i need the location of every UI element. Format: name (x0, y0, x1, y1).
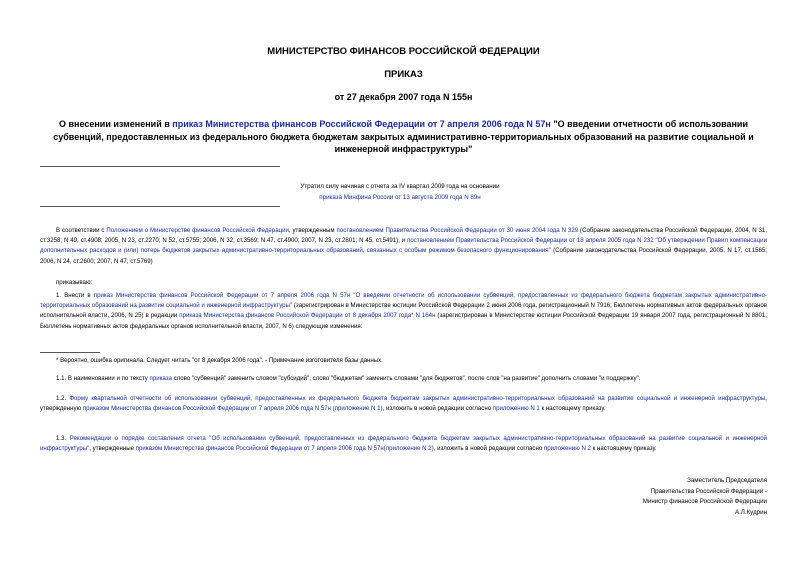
doc-type-heading: ПРИКАЗ (384, 69, 423, 80)
signature-line: Заместитель Председателя (687, 477, 767, 484)
item-1-1-text: слово "субвенций" заменить словом "субсидий", слово "бюджетам" заменить словами "для бюджетов", после слов "на развитие" дополнить словами "и поддержку". (171, 375, 641, 382)
item-1-2-text: 1.2. (56, 395, 70, 402)
government-resolution-232-link[interactable]: постановлением Правительства Российской Федерации от 18 апреля 2005 года N 232 "Об утверждении Правил компенсации дополнительных расходов и (или) потерь бюджетов закрытых административно-территориальных образований, связанных с особым режимом безопасного функционирования" (40, 237, 767, 255)
repeal-notice (240, 181, 560, 203)
appendix-2-link[interactable]: приложению N 2 (543, 445, 591, 453)
item-1-2-text: , утвержденную (40, 395, 767, 413)
title-prefix: О внесении изменений в (58, 119, 173, 129)
order-57n-appendix-2-link[interactable]: приказом Министерства финансов Российской Федерации от 7 апреля 2006 года N 57н(приложение N 2) (135, 445, 434, 453)
footnote-divider (40, 352, 100, 353)
preamble-text: (Собрание законодательства Российской Федерации, 2005, N 17, ст.1565; 2006, N 24, ст.2600; 2007, N 47, ст.5769) (40, 247, 767, 265)
signatory-name: А.Л.Кудрин (734, 508, 767, 516)
preamble-text: , утвержденным (288, 227, 337, 234)
divider (40, 206, 280, 207)
government-resolution-329-link[interactable]: постановлением Правительства Российской Федерации от 30 июня 2004 года N 329 (336, 227, 579, 234)
item-1-2-paragraph (40, 394, 767, 414)
item-1-1-paragraph (40, 374, 767, 384)
item-1-3-text: к настоящему приказу. (590, 445, 657, 453)
item-1-3-text: , утвержденные (89, 445, 136, 453)
item-1-3-text: 1.3. (56, 435, 70, 442)
signature-line: Правительства Российской Федерации - (650, 487, 767, 495)
preamble-text: В соответствии с (56, 227, 107, 234)
signature-line: Министр финансов Российской Федерации (642, 498, 767, 506)
repeal-notice-text: Утратил силу начиная с отчета за IV квартал 2009 года на основании (300, 183, 500, 190)
ministry-regulation-link[interactable]: Положением о Министерстве финансов Российской Федерации (106, 227, 289, 234)
order-57n-link[interactable]: приказ Министерства финансов Российской Федерации от 7 апреля 2006 года N 57н "О введении отчетности об использовании субвенций, предоставленных из федерального бюджета бюджетам закрытых административно-территориальных образований на развитие социальной и инженерной инфраструктуры" (40, 292, 767, 310)
appendix-1-link[interactable]: приложению N 1 (492, 405, 540, 413)
divider (40, 166, 280, 167)
signature-block (643, 476, 767, 518)
item-1-2-text: к настоящему приказу. (539, 405, 606, 413)
order-link[interactable]: приказа (149, 375, 172, 382)
report-form-link[interactable]: Форму квартальной отчетности об использовании субвенций, предоставленных из федерального бюджета бюджетам закрытых административно-территориальных образований на развитие социальной и инженерной инфраструктуры (69, 395, 766, 402)
order-word: приказываю: (56, 279, 93, 286)
recommendations-link[interactable]: Рекомендации о порядке составления отчета "Об использовании субвенций, предоставленных из федерального бюджета бюджетам закрытых административно-территориальных образований на развитие социальной и инженерной инфраструктуры" (40, 435, 768, 453)
item-1-3-text: , изложить в новой редакции согласно (433, 445, 544, 453)
item-1-text: (зарегистрирован в Министерстве юстиции Российской Федерации 2 июня 2006 года, регистрационный N 7916; Бюллетень нормативных актов федеральных органов исполнительной власти, 2006, N 25) в редакции (40, 302, 768, 320)
item-1-3-paragraph (40, 434, 767, 454)
title-suffix: "О введении отчетности об использовании субвенций, предоставленных из федерального бюджета бюджетам закрытых административно-территориальных образований на развитие социальной и инженерной инфраструктуры" (53, 119, 754, 154)
order-164n-link[interactable]: приказа Министерства финансов Российской Федерации от 8 декабря 2007 года* N 164н (179, 312, 436, 320)
item-1-text: (зарегистрирован в Министерстве юстиции Российской Федерации 19 января 2007 года, регистрационный N 8801; Бюллетень нормативных актов федеральных органов исполнительной власти, 2007, N 6) следующие изменения: (40, 312, 767, 330)
document-title (44, 118, 763, 156)
repeal-notice-link[interactable]: приказа Минфина России от 13 августа 2009 года N 89н (319, 194, 481, 201)
footnote: * Вероятно, ошибка оригинала. Следует читать "от 8 декабря 2006 года". - Примечание изготовителя базы данных. (56, 357, 383, 364)
item-1-paragraph (40, 291, 767, 332)
preamble-text: (Собрание законодательства Российской Федерации, 2004, N 31, ст.3258; N 49, ст.4908; 2005, N 23, ст.2270; N 52, ст.5755; 2006, N 32, ст.3569; N 47, ст.4900; 2007, N 23, ст.2801; N 45, ст.5491), и (40, 227, 768, 245)
date-number-heading: от 27 декабря 2007 года N 155н (334, 92, 473, 102)
title-order-link[interactable]: приказ Министерства финансов Российской Федерации от 7 апреля 2006 года N 57н (172, 119, 551, 129)
preamble-paragraph (40, 226, 767, 267)
item-1-2-text: , изложить в новой редакции согласно (382, 405, 493, 413)
order-57n-appendix-1-link[interactable]: приказом Министерства финансов Российской Федерации от 7 апреля 2006 года N 57н (приложение N 1) (82, 405, 383, 413)
item-1-1-text: 1.1. В наименовании и по тексту (56, 375, 150, 382)
item-1-text: 1. Внести в (56, 292, 94, 299)
ministry-heading: МИНИСТЕРСТВО ФИНАНСОВ РОССИЙСКОЙ ФЕДЕРАЦИИ (267, 46, 540, 57)
